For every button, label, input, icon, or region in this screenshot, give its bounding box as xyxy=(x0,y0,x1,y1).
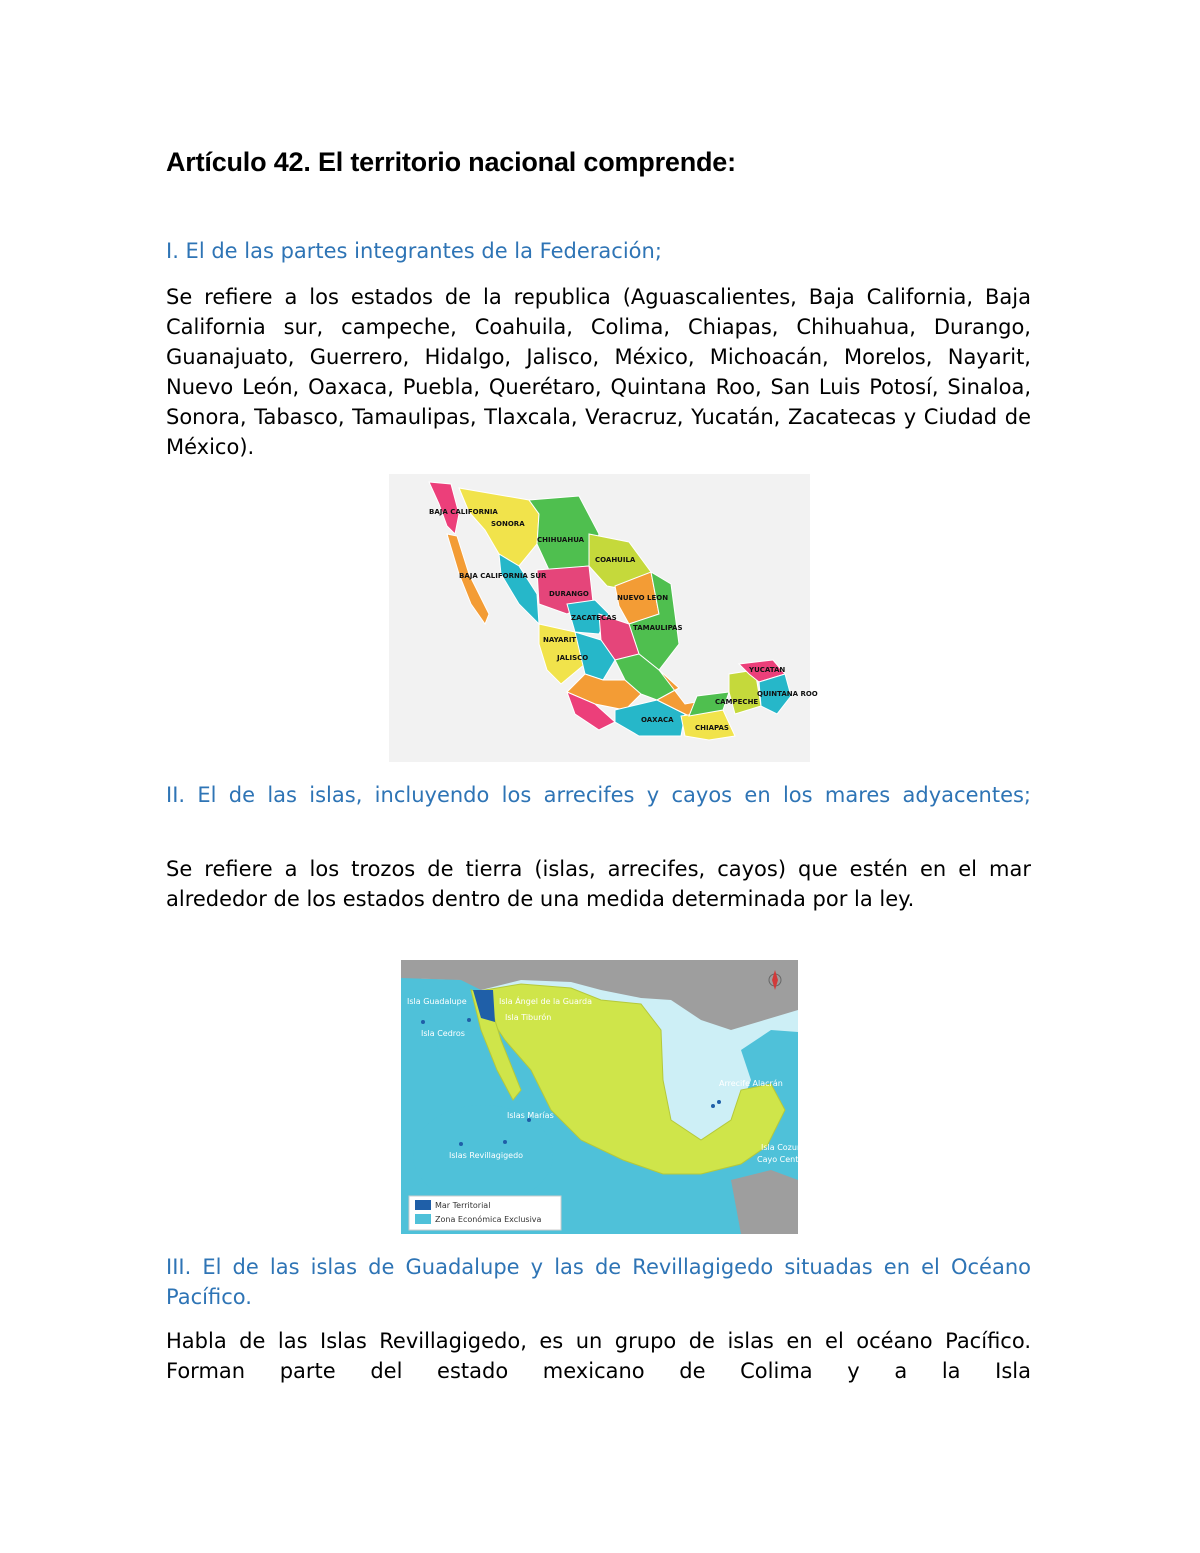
legend-swatch-exclusive xyxy=(415,1214,431,1224)
map-label-isla-tiburon: Isla Tiburón xyxy=(505,1013,552,1022)
section-body-1: Se refiere a los estados de la republica (Aguascalientes, Baja California, Baja California sur, campeche, Coahuila, Colima, Chiapas, Chihuahua, Durango, Guanajuato, Guerrero, Hidalgo, Jalisco, México, Michoacán, Morelos, Nayarit, Nuevo León, Oaxaca, Puebla, Querétaro, Quintana Roo, San Luis Potosí, Sinaloa, Sonora, Tabasco, Tamaulipas, Tlaxcala, Veracruz, Yucatán, Zacatecas y Ciudad de México). xyxy=(166,285,1031,459)
map-label-tamaulipas: TAMAULIPAS xyxy=(633,624,683,632)
map-label-arrecife-alacran: Arrecife Alacrán xyxy=(719,1079,783,1088)
map-label-coahuila: COAHUILA xyxy=(595,556,636,564)
map-label-isla-cozumel: Isla Cozumel xyxy=(761,1143,812,1152)
article-title: Artículo 42. El territorio nacional comprende: xyxy=(166,147,736,177)
map-label-baja-california-sur: BAJA CALIFORNIA SUR xyxy=(459,572,547,580)
map-label-zacatecas: ZACATECAS xyxy=(571,614,617,622)
map-label-islas-revillagigedo: Islas Revillagigedo xyxy=(449,1151,524,1160)
map-label-islas-marias: Islas Marías xyxy=(507,1111,554,1120)
section-heading-2: II. El de las islas, incluyendo los arrecifes y cayos en los mares adyacentes; xyxy=(166,783,1031,807)
map-label-quintana-roo: QUINTANA ROO xyxy=(757,690,818,698)
map-label-baja-california: BAJA CALIFORNIA xyxy=(429,508,498,516)
section-body-3: Habla de las Islas Revillagigedo, es un grupo de islas en el océano Pacífico. Forman parte del estado mexicano de Colima y a la Isla xyxy=(166,1329,1031,1383)
map-label-jalisco: JALISCO xyxy=(557,654,589,662)
map-label-isla-cedros: Isla Cedros xyxy=(421,1029,465,1038)
map-label-isla-guadalupe: Isla Guadalupe xyxy=(407,997,467,1006)
map-label-chihuahua: CHIHUAHUA xyxy=(537,536,585,544)
map-label-durango: DURANGO xyxy=(549,590,589,598)
map-label-cayo-centro: Cayo Centro xyxy=(757,1155,807,1164)
map-label-campeche: CAMPECHE xyxy=(715,698,759,706)
legend-swatch-territorial xyxy=(415,1200,431,1210)
mexico-islands-map xyxy=(401,960,812,1234)
legend-label-territorial: Mar Territorial xyxy=(435,1201,491,1210)
map-label-oaxaca: OAXACA xyxy=(641,716,674,724)
section-body-2: Se refiere a los trozos de tierra (islas, arrecifes, cayos) que estén en el mar alrededor de los estados dentro de una medida determinada por la ley. xyxy=(166,857,1031,911)
mexico-states-map xyxy=(389,474,818,762)
map-label-isla-angel: Isla Ángel de la Guarda xyxy=(499,997,593,1006)
section-heading-1: I. El de las partes integrantes de la Federación; xyxy=(166,239,662,263)
section-heading-3: III. El de las islas de Guadalupe y las de Revillagigedo situadas en el Océano Pacífico. xyxy=(166,1255,1031,1309)
map-label-chiapas: CHIAPAS xyxy=(695,724,729,732)
map-label-yucatan: YUCATAN xyxy=(749,666,786,674)
map-label-nayarit: NAYARIT xyxy=(543,636,577,644)
map-label-nuevo-leon: NUEVO LEON xyxy=(617,594,669,602)
map-label-sonora: SONORA xyxy=(491,520,525,528)
legend-label-exclusive: Zona Económica Exclusiva xyxy=(435,1215,542,1224)
